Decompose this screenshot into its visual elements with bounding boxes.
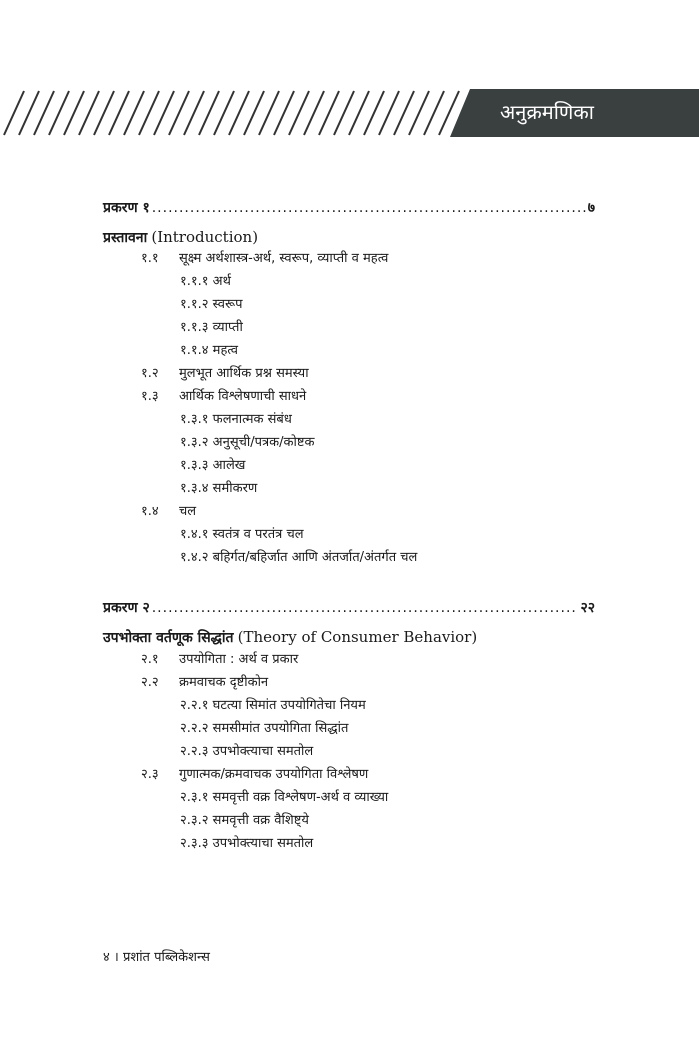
section-number: १.१ xyxy=(141,251,159,266)
section-entry[interactable] xyxy=(141,651,298,669)
subsection-entry[interactable]: १.३.२ अनुसूची/पत्रक/कोष्टक xyxy=(180,435,315,450)
chapter-heading xyxy=(103,228,258,248)
chapter-heading-title: प्रस्तावना xyxy=(103,230,148,246)
chapter-heading-english: (Theory of Consumer Behavior) xyxy=(237,628,478,646)
section-number: २.३ xyxy=(141,767,159,782)
section-title: मुलभूत आर्थिक प्रश्न समस्या xyxy=(179,366,309,381)
subsection-entry[interactable]: १.४.१ स्वतंत्र व परतंत्र चल xyxy=(180,527,304,542)
section-number: १.२ xyxy=(141,366,159,381)
chapter-label: प्रकरण १ xyxy=(103,200,150,216)
subsection-entry[interactable]: १.१.३ व्याप्ती xyxy=(180,320,243,335)
subsection-entry[interactable]: २.२.३ उपभोक्त्याचा समतोल xyxy=(180,744,314,759)
subsection-entry[interactable]: १.३.३ आलेख xyxy=(180,458,246,473)
subsection-entry[interactable]: १.४.२ बहिर्गत/बहिर्जात आणि अंतर्जात/अंतर्गत चल xyxy=(180,550,418,565)
section-title: सूक्ष्म अर्थशास्त्र-अर्थ, स्वरूप, व्याप्ती व महत्व xyxy=(179,251,389,266)
page-title: अनुक्रमणिका xyxy=(500,100,594,124)
leader-dots xyxy=(152,198,586,218)
subsection-entry[interactable]: २.२.२ समसीमांत उपयोगिता सिद्धांत xyxy=(180,721,349,736)
subsection-entry[interactable]: २.२.१ घटत्या सिमांत उपयोगितेचा नियम xyxy=(180,698,366,713)
chapter-label: प्रकरण २ xyxy=(103,600,150,616)
subsection-entry[interactable]: १.३.१ फलनात्मक संबंध xyxy=(180,412,292,427)
section-number: २.२ xyxy=(141,675,159,690)
section-entry[interactable] xyxy=(141,388,306,406)
subsection-entry[interactable]: २.३.१ समवृत्ती वक्र विश्लेषण-अर्थ व व्याख्या xyxy=(180,790,389,805)
subsection-entry[interactable]: १.३.४ समीकरण xyxy=(180,481,258,496)
chapter-page-number: २२ xyxy=(580,600,595,616)
section-entry[interactable] xyxy=(141,503,196,521)
chapter-page-number: ७ xyxy=(587,200,595,216)
section-entry[interactable] xyxy=(141,365,309,383)
leader-dots xyxy=(152,598,579,618)
section-title: उपयोगिता : अर्थ व प्रकार xyxy=(179,652,299,667)
section-title: आर्थिक विश्लेषणाची साधने xyxy=(179,389,307,404)
subsection-entry[interactable]: १.१.४ महत्व xyxy=(180,343,239,358)
section-entry[interactable] xyxy=(141,766,368,784)
chapter-1-entry[interactable] xyxy=(103,198,595,218)
chapter-2-entry[interactable] xyxy=(103,598,595,618)
section-title: गुणात्मक/क्रमवाचक उपयोगिता विश्लेषण xyxy=(179,767,369,782)
section-number: १.४ xyxy=(141,504,159,519)
chapter-heading-title: उपभोक्ता वर्तणूक सिद्धांत xyxy=(103,630,234,646)
header-banner xyxy=(0,89,699,137)
section-title: क्रमवाचक दृष्टीकोन xyxy=(179,675,269,690)
chapter-heading-english: (Introduction) xyxy=(151,228,259,246)
section-title: चल xyxy=(179,504,197,519)
section-number: २.१ xyxy=(141,652,159,667)
section-entry[interactable] xyxy=(141,674,268,692)
subsection-entry[interactable]: २.३.३ उपभोक्त्याचा समतोल xyxy=(180,836,314,851)
section-number: १.३ xyxy=(141,389,159,404)
subsection-entry[interactable]: १.१.१ अर्थ xyxy=(180,274,231,289)
section-entry[interactable] xyxy=(141,250,388,268)
subsection-entry[interactable]: २.३.२ समवृत्ती वक्र वैशिष्ट्ये xyxy=(180,813,309,828)
chapter-heading xyxy=(103,628,477,648)
page-footer: ४ । प्रशांत पब्लिकेशन्स xyxy=(103,950,210,965)
subsection-entry[interactable]: १.१.२ स्वरूप xyxy=(180,297,243,312)
